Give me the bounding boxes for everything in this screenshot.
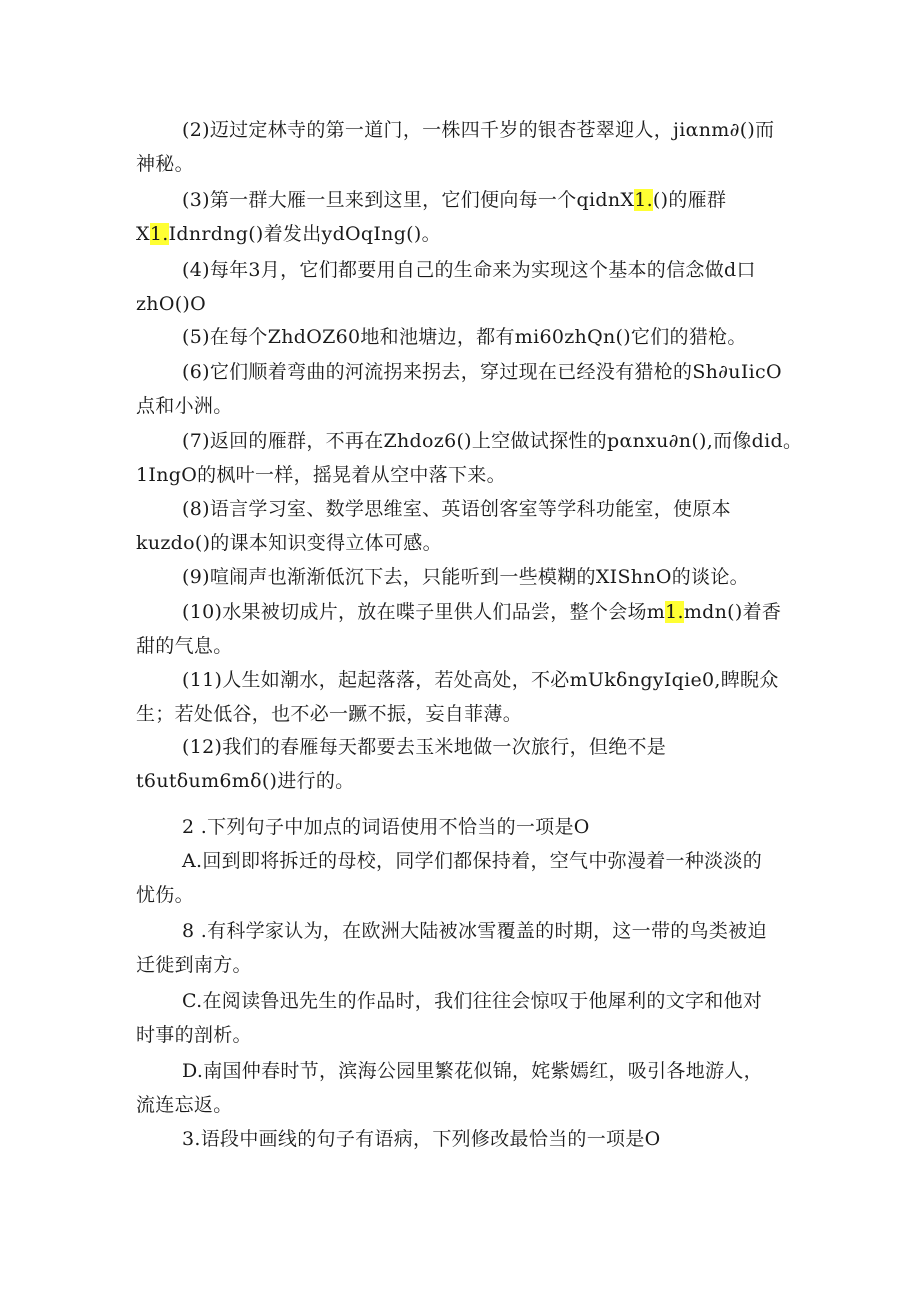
item-3-line-2: X1.Idnrdng()着发出ydOqIng()。 [136, 223, 441, 245]
option-c-line-1: C.在阅读鲁迅先生的作品时，我们往往会惊叹于他犀利的文字和他对 [182, 990, 763, 1012]
item-2-line-2: 神秘。 [136, 153, 194, 175]
item-10 [136, 595, 796, 663]
item-8 [136, 492, 796, 560]
item-7-line-1: (7)返回的雁群，不再在Zhdoz6()上空做试探性的pαnxu∂n(),而像did。 [182, 430, 803, 452]
option-b-line-2: 迁徙到南方。 [136, 954, 252, 976]
item-2-line-1: (2)迈过定林寺的第一道门，一株四千岁的银杏苍翠迎人，jiαnm∂()而 [182, 119, 775, 141]
item-10-line-1: (10)水果被切成片，放在喋子里供人们品尝，整个会场m1.mdn()着香 [182, 601, 782, 623]
highlight-mark: 1. [149, 223, 169, 245]
option-d [136, 1054, 796, 1122]
item-6-line-1: (6)它们顺着弯曲的河流拐来拐去，穿过现在已经没有猎枪的Sh∂uIicO [182, 361, 782, 383]
option-c [136, 984, 796, 1052]
item-12 [136, 730, 796, 798]
item-11-line-2: 生；若处低谷，也不必一蹶不振，妄自菲薄。 [136, 703, 523, 725]
option-d-line-1: D.南国仲春时节，滨海公园里繁花似锦，姹紫嫣红，吸引各地游人， [182, 1060, 763, 1082]
highlight-mark: 1. [665, 601, 684, 623]
highlight-mark: 1. [634, 189, 653, 211]
item-8-line-1: (8)语言学习室、数学思维室、英语创客室等学科功能室，使原本 [182, 498, 731, 520]
question-2-stem: 2 .下列句子中加点的词语使用不恰当的一项是O [182, 816, 590, 838]
question-3 [136, 1122, 796, 1156]
item-8-line-2: kuzdo()的课本知识变得立体可感。 [136, 532, 442, 554]
option-d-line-2: 流连忘返。 [136, 1094, 233, 1116]
item-4-line-2: zhO()O [136, 293, 207, 315]
option-a-line-2: 忧伤。 [136, 884, 194, 906]
item-3 [136, 183, 796, 251]
item-6 [136, 355, 796, 423]
item-3-line-1: (3)第一群大雁一旦来到这里，它们便向每一个qidnX1.()的雁群 [182, 189, 727, 211]
item-7-line-2: 1IngO的枫叶一样，摇晃着从空中落下来。 [136, 464, 506, 486]
item-4-line-1: (4)每年3月，它们都要用自己的生命来为实现这个基本的信念做d口 [182, 259, 756, 281]
item-4 [136, 253, 796, 321]
item-5 [136, 320, 796, 354]
question-3-stem: 3.语段中画线的句子有语病，下列修改最恰当的一项是O [182, 1128, 661, 1150]
item-2 [136, 113, 796, 181]
option-b [136, 914, 796, 982]
item-7 [136, 424, 803, 492]
item-5-line-1: (5)在每个ZhdOZ60地和池塘边，都有mi60zhQn()它们的猎枪。 [182, 326, 747, 348]
option-c-line-2: 时事的剖析。 [136, 1024, 252, 1046]
option-a [136, 844, 796, 912]
item-11-line-1: (11)人生如潮水，起起落落，若处高处，不必mUkδngyIqie0,睥睨众 [182, 669, 779, 691]
item-10-line-2: 甜的气息。 [136, 635, 233, 657]
item-11 [136, 663, 796, 731]
item-6-line-2: 点和小洲。 [136, 395, 233, 417]
item-12-line-1: (12)我们的春雁每天都要去玉米地做一次旅行，但绝不是 [182, 736, 667, 758]
option-b-line-1: 8 .有科学家认为，在欧洲大陆被冰雪覆盖的时期，这一带的鸟类被迫 [182, 920, 767, 942]
item-9 [136, 560, 796, 594]
item-9-line-1: (9)喧闹声也渐渐低沉下去，只能听到一些模糊的XIShnO的谈论。 [182, 566, 749, 588]
option-a-line-1: A.回到即将拆迁的母校，同学们都保持着，空气中弥漫着一种淡淡的 [182, 850, 763, 872]
question-2 [136, 810, 796, 844]
item-12-line-2: t6utδum6mδ()进行的。 [136, 770, 355, 792]
